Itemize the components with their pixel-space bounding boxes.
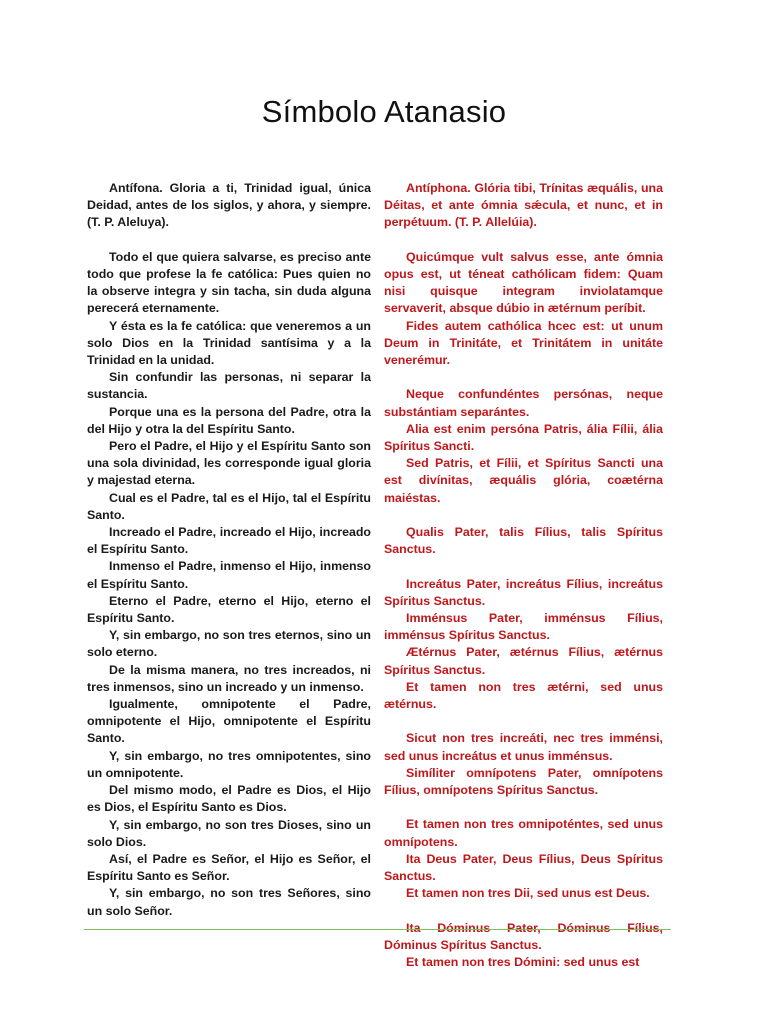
spanish-paragraph: Pero el Padre, el Hijo y el Espíritu Santo son una sola divinidad, les corresponde igual gloria y majestad eterna.	[87, 439, 371, 488]
spanish-paragraph: Y, sin embargo, no tres omnipotentes, sino un omnipotente.	[87, 748, 371, 780]
spanish-paragraph: Antífona. Gloria a ti, Trinidad igual, única Deidad, antes de los siglos, y ahora, y siempre. (T. P. Aleluya).	[87, 181, 371, 230]
spanish-paragraph: Porque una es la persona del Padre, otra la del Hijo y otra la del Espíritu Santo.	[87, 404, 371, 436]
latin-paragraph: Fides autem cathólica hcec est: ut unum Deum in Trinitáte, et Trinitátem in unitáte venerémur.	[384, 318, 663, 368]
spanish-column	[87, 180, 371, 920]
latin-paragraph: Et tamen non tres omnipoténtes, sed unus omnípotens.	[384, 817, 663, 849]
latin-column	[384, 180, 663, 971]
spanish-paragraph: De la misma manera, no tres increados, ni tres inmensos, sino un increado y un inmenso.	[87, 662, 371, 694]
latin-paragraph: Imménsus Pater, imménsus Fílius, imménsus Spíritus Sanctus.	[384, 611, 663, 643]
latin-paragraph: Quicúmque vult salvus esse, ante ómnia opus est, ut téneat cathólicam fidem: Quam nisi quisque integram inviolatamque servaverit, absque dúbio in ætérnum períbit.	[384, 249, 663, 316]
page-title: Símbolo Atanasio	[261, 94, 507, 129]
latin-paragraph: Simíliter omnípotens Pater, omnípotens Fílius, omnípotens Spíritus Sanctus.	[384, 765, 663, 798]
latin-paragraph: Alia est enim persóna Patris, ália Fílii, ália Spíritus Sancti.	[384, 421, 663, 454]
latin-paragraph: Et tamen non tres ætérni, sed unus ætérnus.	[384, 679, 663, 712]
spanish-paragraph: Eterno el Padre, eterno el Hijo, eterno el Espíritu Santo.	[87, 593, 371, 626]
spanish-paragraph: Y, sin embargo, no son tres Dioses, sino un solo Dios.	[87, 817, 371, 849]
latin-paragraph: Qualis Pater, talis Fílius, talis Spíritus Sanctus.	[384, 525, 663, 557]
latin-paragraph: Ita Deus Pater, Deus Fílius, Deus Spíritus Sanctus.	[384, 851, 663, 884]
spanish-paragraph: Así, el Padre es Señor, el Hijo es Señor, el Espíritu Santo es Señor.	[87, 851, 371, 884]
latin-paragraph: Neque confundéntes persónas, neque substántiam separántes.	[384, 387, 663, 419]
spanish-paragraph: Y, sin embargo, no son tres Señores, sino un solo Señor.	[87, 886, 371, 918]
latin-paragraph: Ætérnus Pater, ætérnus Fílius, ætérnus Spíritus Sanctus.	[384, 645, 663, 677]
latin-paragraph: Increátus Pater, increátus Fílius, increátus Spíritus Sanctus.	[384, 576, 663, 608]
latin-paragraph: Et tamen non tres Dómini: sed unus est	[406, 955, 640, 970]
spanish-paragraph: Sin confundir las personas, ni separar la sustancia.	[87, 370, 371, 402]
spanish-paragraph: Y ésta es la fe católica: que veneremos a un solo Dios en la Trinidad santísima y a la Trinidad en la unidad.	[87, 318, 371, 368]
latin-paragraph: Sicut non tres increáti, nec tres imménsi, sed unus increátus et unus imménsus.	[384, 731, 663, 763]
latin-paragraph: Antíphona. Glória tibi, Trínitas æquális, una Déitas, et ante ómnia sǽcula, et nunc, et in perpétuum. (T. P. Allelúia).	[384, 181, 663, 230]
footer-divider	[84, 929, 671, 930]
spanish-paragraph: Igualmente, omnipotente el Padre, omnipotente el Hijo, omnipotente el Espíritu Santo.	[87, 697, 371, 746]
spanish-paragraph: Y, sin embargo, no son tres eternos, sino un solo eterno.	[87, 628, 371, 660]
spanish-paragraph: Inmenso el Padre, inmenso el Hijo, inmenso el Espíritu Santo.	[87, 559, 371, 591]
latin-paragraph: Sed Patris, et Fílii, et Spíritus Sancti una est divínitas, æquális glória, coætérna maiéstas.	[384, 456, 663, 505]
latin-paragraph: Et tamen non tres Dii, sed unus est Deus.	[406, 886, 650, 901]
latin-paragraph: Ita Dóminus Pater, Dóminus Fílius, Dóminus Spíritus Sanctus.	[384, 920, 663, 952]
spanish-paragraph: Increado el Padre, increado el Hijo, increado el Espíritu Santo.	[87, 525, 371, 557]
spanish-paragraph: Todo el que quiera salvarse, es preciso ante todo que profese la fe católica: Pues quien no la observe integra y sin tacha, sin duda alguna perecerá eternamente.	[87, 249, 371, 316]
spanish-paragraph: Del mismo modo, el Padre es Dios, el Hijo es Dios, el Espíritu Santo es Dios.	[87, 783, 371, 815]
spanish-paragraph: Cual es el Padre, tal es el Hijo, tal el Espíritu Santo.	[87, 490, 371, 522]
